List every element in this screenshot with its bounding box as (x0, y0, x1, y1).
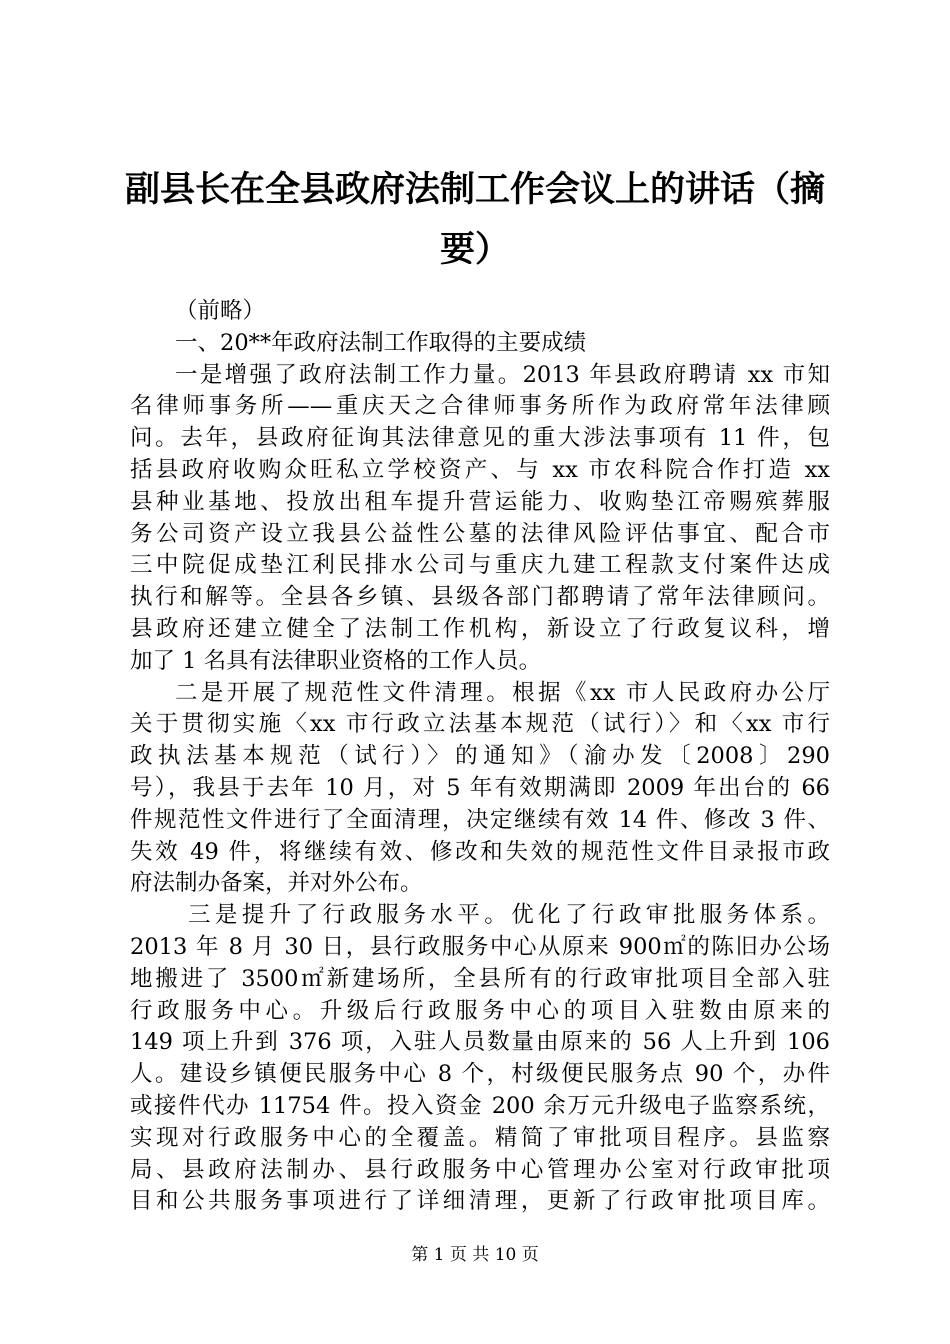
paragraph-line: 一是增强了政府法制工作力量。2013 年县政府聘请 xx 市知 (175, 361, 830, 388)
paragraph-line: 名律师事务所——重庆天之合律师事务所作为政府常年法律顾 (130, 393, 830, 420)
paragraph-line: 二是开展了规范性文件清理。根据《xx 市人民政府办公厅 (175, 679, 830, 706)
paragraph-line: 地搬进了 3500㎡新建场所，全县所有的行政审批项目全部入驻 (130, 965, 830, 992)
paragraph-line: 2013 年 8 月 30 日，县行政服务中心从原来 900㎡的陈旧办公场 (130, 933, 830, 960)
paragraph-line: 件规范性文件进行了全面清理，决定继续有效 14 件、修改 3 件、 (130, 806, 830, 833)
paragraph-line: 括县政府收购众旺私立学校资产、与 xx 市农科院合作打造 xx (130, 456, 830, 483)
paragraph-line: 人。建设乡镇便民服务中心 8 个，村级便民服务点 90 个，办件 (130, 1061, 830, 1088)
paragraph-line: 执行和解等。全县各乡镇、县级各部门都聘请了常年法律顾问。 (130, 584, 830, 611)
document-body (130, 296, 830, 1218)
paragraph-line: 府法制办备案，并对外公布。 (130, 870, 423, 897)
paragraph-line: 149 项上升到 376 项，入驻人员数量由原来的 56 人上升到 106 (130, 1029, 830, 1056)
paragraph-line: 失效 49 件，将继续有效、修改和失效的规范性文件目录报市政 (130, 838, 830, 865)
paragraph-line: 或接件代办 11754 件。投入资金 200 余万元升级电子监察系统， (130, 1092, 830, 1119)
paragraph-line: 县种业基地、投放出租车提升营运能力、收购垫江帝赐殡葬服 (130, 488, 830, 515)
paragraph-line: 三中院促成垫江利民排水公司与重庆九建工程款支付案件达成 (130, 552, 830, 579)
paragraph-line: 行政服务中心。升级后行政服务中心的项目入驻数由原来的 (130, 997, 830, 1024)
preface-note: （前略） (175, 298, 266, 324)
paragraph-line: 关于贯彻实施〈xx 市行政立法基本规范（试行）〉和〈xx 市行 (130, 711, 830, 738)
paragraph-line: 三是提升了行政服务水平。优化了行政审批服务体系。 (188, 902, 830, 929)
title-line-1: 副县长在全县政府法制工作会议上的讲话（摘 (124, 169, 825, 210)
paragraph-line: 实现对行政服务中心的全覆盖。精简了审批项目程序。县监察 (130, 1124, 830, 1151)
paragraph-line: 县政府还建立健全了法制工作机构，新设立了行政复议科，增 (130, 615, 830, 642)
section-heading: 一、20**年政府法制工作取得的主要成绩 (175, 329, 587, 356)
paragraph-line: 政执法基本规范（试行）〉的通知》（渝办发〔2008〕290 (130, 743, 830, 770)
page-footer: 第 1 页 共 10 页 (411, 1245, 539, 1265)
paragraph-line: 务公司资产设立我县公益性公墓的法律风险评估事宜、配合市 (130, 520, 830, 547)
paragraph-line: 目和公共服务事项进行了详细清理，更新了行政审批项目库。 (130, 1188, 830, 1215)
paragraph-line: 问。去年，县政府征询其法律意见的重大涉法事项有 11 件，包 (130, 425, 830, 452)
document-title (110, 160, 840, 280)
paragraph-line: 加了 1 名具有法律职业资格的工作人员。 (130, 647, 542, 674)
title-line-2: 要） (439, 229, 510, 270)
paragraph-line: 局、县政府法制办、县行政服务中心管理办公室对行政审批项 (130, 1156, 830, 1183)
paragraph-line: 号），我县于去年 10 月，对 5 年有效期满即 2009 年出台的 66 (130, 774, 830, 801)
